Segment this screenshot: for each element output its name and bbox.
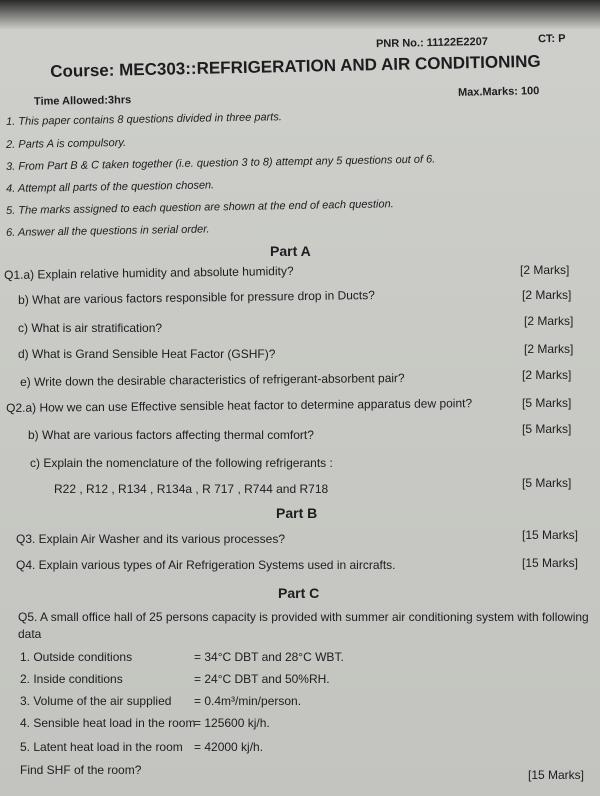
condition-4-value: = 125600 kj/h. <box>194 716 270 730</box>
condition-5-value: = 42000 kj/h. <box>194 740 264 754</box>
marks-q1c: [2 Marks] <box>524 314 574 328</box>
question-q2a: Q2.a) How we can use Effective sensible heat factor to determine apparatus dew point? <box>6 396 473 415</box>
marks-q1a: [2 Marks] <box>520 263 570 277</box>
question-q1d: d) What is Grand Sensible Heat Factor (GSHF)? <box>18 347 276 361</box>
condition-4-label: 4. Sensible heat load in the room <box>20 716 196 730</box>
refrigerant-list: R22 , R12 , R134 , R134a , R 717 , R744 and R718 <box>54 482 329 496</box>
top-shadow <box>0 0 600 30</box>
question-q1c: c) What is air stratification? <box>18 321 163 335</box>
instruction-1: 1. This paper contains 8 questions divided in three parts. <box>6 111 282 128</box>
instruction-6: 6. Answer all the questions in serial order. <box>6 223 210 239</box>
part-a-heading: Part A <box>270 243 311 259</box>
instruction-2: 2. Parts A is compulsory. <box>6 136 127 151</box>
question-q5-line2: data <box>18 627 42 641</box>
pnr-number: PNR No.: 11122E2207 <box>375 35 489 51</box>
condition-2-value: = 24°C DBT and 50%RH. <box>194 672 330 686</box>
marks-q5: [15 Marks] <box>528 768 585 782</box>
question-q3: Q3. Explain Air Washer and its various processes? <box>16 532 286 546</box>
time-allowed: Time Allowed:3hrs <box>33 94 132 108</box>
condition-1-value: = 34°C DBT and 28°C WBT. <box>194 650 344 664</box>
question-q4: Q4. Explain various types of Air Refrigeration Systems used in aircrafts. <box>16 558 396 572</box>
condition-3-label: 3. Volume of the air supplied <box>20 694 172 708</box>
marks-q4: [15 Marks] <box>522 556 579 570</box>
marks-q1d: [2 Marks] <box>524 342 574 356</box>
ct-code: CT: P <box>537 32 566 46</box>
condition-1-label: 1. Outside conditions <box>20 650 133 664</box>
instruction-5: 5. The marks assigned to each question are shown at the end of each question. <box>6 198 394 217</box>
question-q5-line1: Q5. A small office hall of 25 persons capacity is provided with summer air conditioning system with following <box>18 610 589 624</box>
condition-2-label: 2. Inside conditions <box>20 672 123 686</box>
condition-3-value: = 0.4m³/min/person. <box>194 694 302 708</box>
question-q2c: c) Explain the nomenclature of the following refrigerants : <box>30 456 333 470</box>
marks-q2c: [5 Marks] <box>522 476 572 490</box>
instruction-3: 3. From Part B & C taken together (i.e. question 3 to 8) attempt any 5 questions out of 6. <box>6 153 436 173</box>
marks-q2b: [5 Marks] <box>522 422 572 436</box>
part-c-heading: Part C <box>278 585 320 601</box>
course-title: Course: MEC303::REFRIGERATION AND AIR CONDITIONING <box>50 51 541 81</box>
question-q2b: b) What are various factors affecting thermal comfort? <box>28 428 314 442</box>
part-b-heading: Part B <box>276 505 318 521</box>
question-q5-find: Find SHF of the room? <box>20 763 142 777</box>
question-q1a: Q1.a) Explain relative humidity and absolute humidity? <box>4 263 294 282</box>
question-q1e: e) Write down the desirable characteristics of refrigerant-absorbent pair? <box>20 370 405 389</box>
marks-q3: [15 Marks] <box>522 528 579 542</box>
marks-q1e: [2 Marks] <box>522 368 572 382</box>
instruction-4: 4. Attempt all parts of the question chosen. <box>6 179 215 195</box>
marks-q2a: [5 Marks] <box>522 396 572 410</box>
marks-q1b: [2 Marks] <box>522 288 572 302</box>
question-q1b: b) What are various factors responsible for pressure drop in Ducts? <box>18 288 375 307</box>
condition-5-label: 5. Latent heat load in the room <box>20 740 183 754</box>
max-marks: Max.Marks: 100 <box>457 85 540 99</box>
